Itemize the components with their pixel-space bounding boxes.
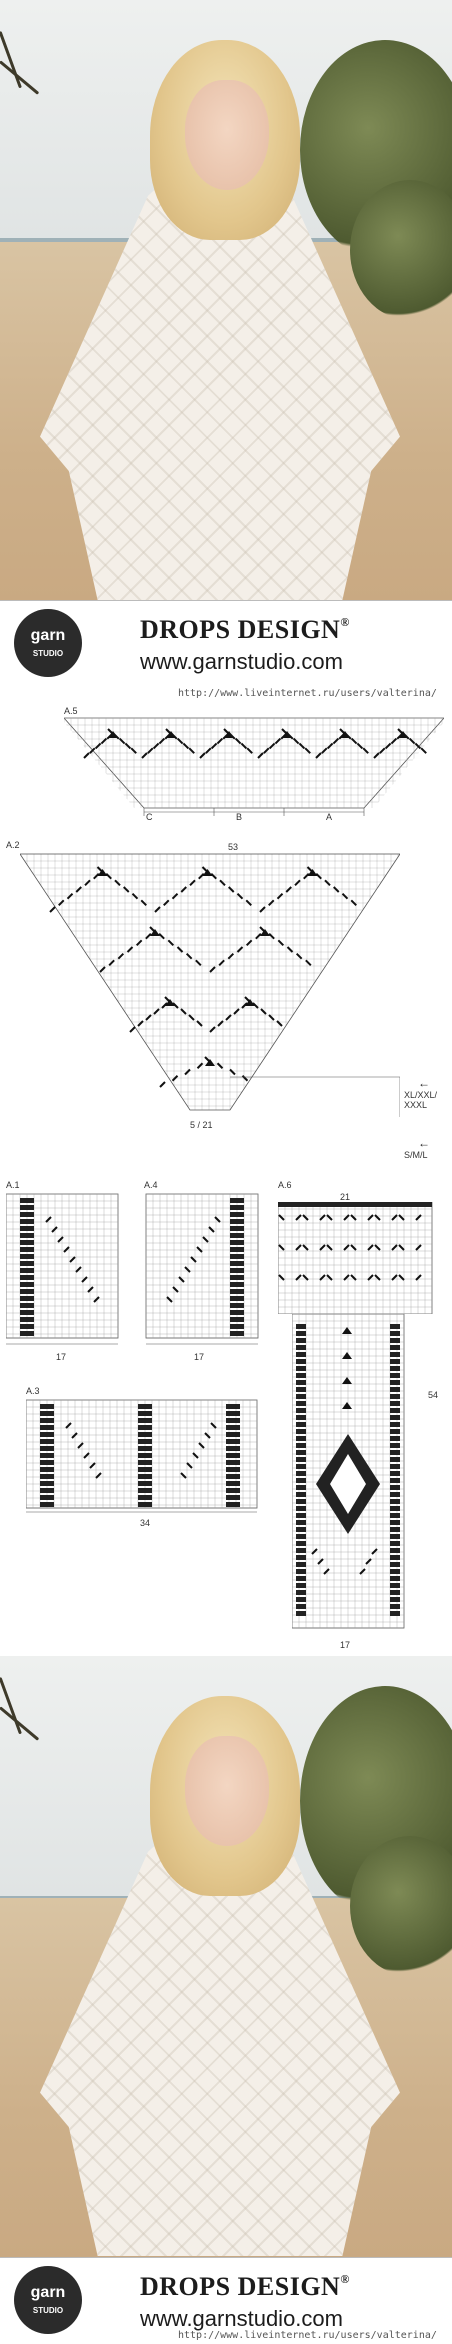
size-arrow-small: ← [418, 1136, 430, 1150]
chart-a6-top-count: 21 [340, 1192, 351, 1202]
chart-a5-segment-c: C [146, 812, 153, 822]
chart-label-a5: A.5 [64, 706, 78, 716]
chart-a4-count: 17 [194, 1352, 205, 1362]
chart-a3-count: 34 [140, 1518, 151, 1528]
garnstudio-logo: garn STUDIO [14, 609, 82, 677]
chart-a6-body [292, 1314, 410, 1634]
chart-a2-bottom-count: 5 / 21 [190, 1120, 213, 1130]
size-arrow-large: ← [418, 1076, 430, 1090]
chart-a1-count: 17 [56, 1352, 67, 1362]
chart-a5 [64, 716, 444, 820]
model-photo-top [0, 0, 452, 602]
chart-a6-bottom-count: 17 [340, 1640, 351, 1650]
garnstudio-logo-bottom: garn STUDIO [14, 2266, 82, 2334]
chart-label-a1: A.1 [6, 1180, 20, 1190]
watermark-bottom: http://www.liveinternet.ru/users/valterina/ [178, 2330, 437, 2341]
chart-a3 [26, 1398, 262, 1514]
chart-a6-side-count: 54 [428, 1390, 439, 1400]
chart-a4 [144, 1192, 262, 1348]
model-photo-bottom [0, 1656, 452, 2258]
brand-url[interactable]: www.garnstudio.com [140, 649, 343, 674]
chart-a6-top [278, 1202, 434, 1314]
brand-url-bottom[interactable]: www.garnstudio.com [140, 2306, 343, 2331]
chart-label-a2: A.2 [6, 840, 20, 850]
watermark: http://www.liveinternet.ru/users/valterina/ [178, 688, 437, 699]
brand-banner-top [0, 600, 452, 687]
chart-label-a6: A.6 [278, 1180, 292, 1190]
chart-a5-segment-b: B [236, 812, 243, 822]
chart-a2 [20, 852, 400, 1117]
size-label-large: XL/XXL/ XXXL [404, 1090, 438, 1110]
brand-name-bottom: DROPS DESIGN® [140, 2272, 350, 2301]
chart-a5-segment-a: A [326, 812, 333, 822]
chart-label-a3: A.3 [26, 1386, 40, 1396]
brand-name: DROPS DESIGN® [140, 615, 350, 644]
size-label-small: S/M/L [404, 1150, 428, 1160]
chart-a2-width-count: 53 [228, 842, 239, 852]
chart-a1 [6, 1192, 124, 1348]
chart-label-a4: A.4 [144, 1180, 158, 1190]
